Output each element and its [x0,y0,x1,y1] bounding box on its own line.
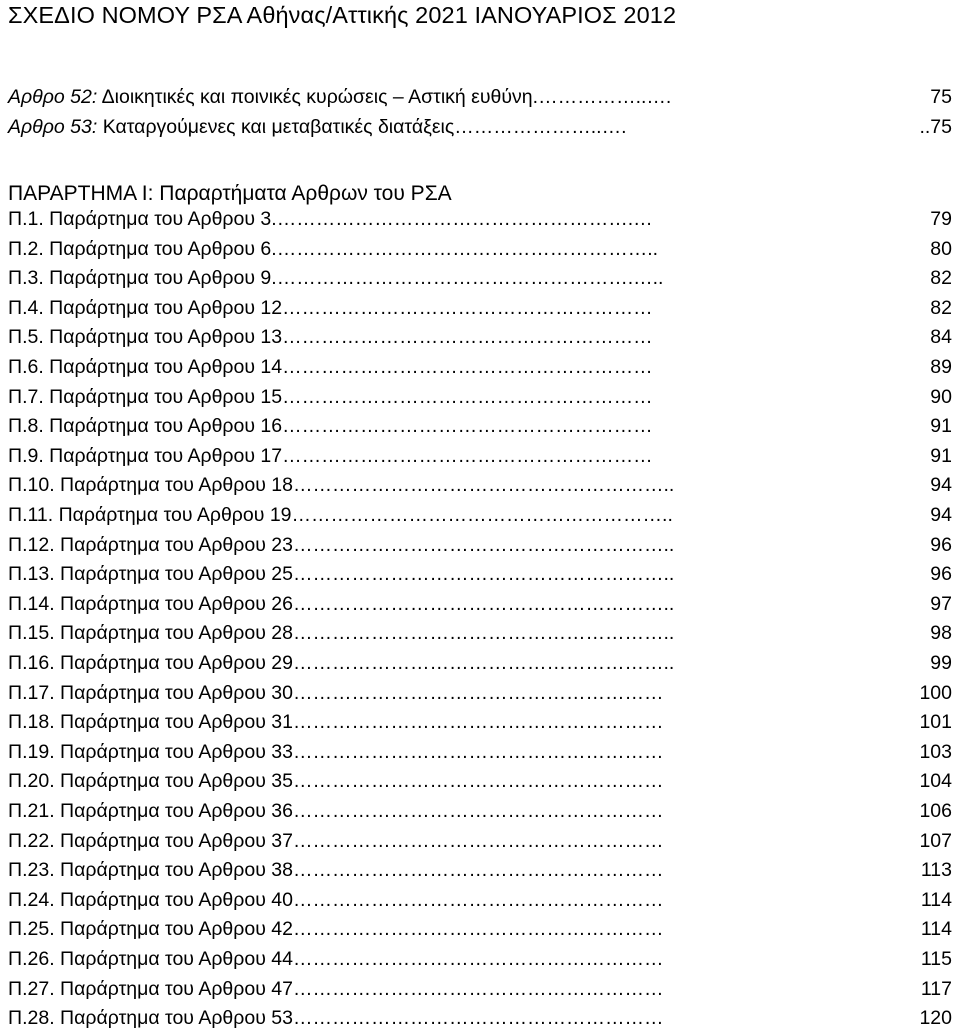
entry-label: Π.14. Παράρτημα του Αρθρου 26 [8,592,293,615]
dot-leader: ………………………………………………… [292,859,664,882]
dot-leader: ………………………………………………….. [276,237,659,260]
dot-leader: ………………………………………………… [292,770,664,793]
entry-label: Π.19. Παράρτημα του Αρθρου 33 [8,740,293,763]
entry-label: Π.13. Παράρτημα του Αρθρου 25 [8,563,293,586]
toc-entry[interactable] [8,918,952,946]
dot-leader: ………………………………………………….. [292,533,675,556]
entry-label: Π.10. Παράρτημα του Αρθρου 18 [8,474,293,497]
toc-article-line[interactable] [8,116,952,144]
toc-entry[interactable] [8,386,952,414]
page-number: 117 [920,977,952,1000]
toc-entry[interactable] [8,830,952,858]
dot-leader: ………………………………………………… [292,740,664,763]
dot-leader: ………………………………………………… [292,888,664,911]
entry-label: Π.18. Παράρτημα του Αρθρου 31 [8,711,293,734]
page-number: 90 [930,385,952,408]
toc-entry[interactable] [8,534,952,562]
dot-leader: ……………..…. [538,86,672,108]
toc-entry[interactable] [8,1007,952,1035]
dot-leader: ………………………………………………….. [292,622,675,645]
toc-entry[interactable] [8,622,952,650]
toc-entry[interactable] [8,682,952,710]
entry-label: Π.1. Παράρτημα του Αρθρου 3. [8,208,277,230]
toc-entry[interactable] [8,859,952,887]
page-number: 91 [930,415,952,438]
dot-leader: ………………………………………………… [282,415,653,438]
dot-leader: ………………………………………………… [282,444,653,467]
dot-leader: …………………..…. [454,116,627,138]
section-heading: ΠΑΡΑΡΤΗΜΑ Ι: Παραρτήματα Αρθρων του ΡΣΑ [8,182,452,205]
toc-entry[interactable] [8,445,952,473]
dot-leader: ………………………………………………… [292,829,664,852]
page-number: 94 [930,474,952,497]
page-number: 120 [919,1007,952,1030]
page-number: 114 [920,918,952,941]
toc-entry[interactable] [8,741,952,769]
entry-label: Π.2. Παράρτημα του Αρθρου 6. [8,237,277,260]
entry-label: Π.9. Παράρτημα του Αρθρου 17 [8,444,283,467]
dot-leader: ………………………………………………….. [292,652,675,674]
dot-leader: ………………………………………………….. [292,563,675,586]
toc-entry[interactable] [8,770,952,798]
toc-entry[interactable] [8,267,952,295]
page-number: 94 [930,504,952,526]
page-number: 106 [919,800,952,822]
entry-label: Π.22. Παράρτημα του Αρθρου 37 [8,829,293,852]
entry-label: Π.28. Παράρτημα του Αρθρου 53 [8,1007,293,1030]
page-number: 103 [919,740,952,763]
toc-entry[interactable] [8,593,952,621]
toc-entry[interactable] [8,415,952,443]
page-number: 82 [930,296,952,319]
page-number: 114 [920,888,952,911]
dot-leader: ………………………………………………… [282,326,653,349]
dot-leader: ……………………………………………….… [276,208,653,230]
entry-label: Π.8. Παράρτημα του Αρθρου 16 [8,415,283,438]
toc-entry[interactable] [8,474,952,502]
page-number: 115 [920,948,952,970]
page-number: 107 [919,829,952,852]
page-number: 96 [930,533,952,556]
toc-entry[interactable] [8,356,952,384]
entry-label: Π.17. Παράρτημα του Αρθρου 30 [8,681,293,704]
dot-leader: ………………………………………………… [292,977,664,1000]
dot-leader: ………………………………………………… [282,385,653,408]
toc-entry[interactable] [8,652,952,680]
dot-leader: ………………………………………………….. [291,504,673,526]
page-number: 84 [930,326,952,349]
entry-label: Π.24. Παράρτημα του Αρθρου 40 [8,888,293,911]
dot-leader: ………………………………………………… [292,800,664,822]
page-number: 104 [919,770,952,793]
toc-entry[interactable] [8,800,952,828]
toc-entry[interactable] [8,889,952,917]
toc-entry[interactable] [8,238,952,266]
entry-label: Π.12. Παράρτημα του Αρθρου 23 [8,533,293,556]
entry-label: Π.11. Παράρτημα του Αρθρου 19 [8,504,292,526]
page-number: 100 [919,681,952,704]
page-number: 82 [930,267,952,290]
article-title: Διοικητικές και ποινικές κυρώσεις – Αστική ευθύνη. [97,86,539,108]
entry-label: Π.5. Παράρτημα του Αρθρου 13 [8,326,283,349]
toc-article-line[interactable] [8,86,952,114]
entry-label: Π.4. Παράρτημα του Αρθρου 12 [8,296,283,319]
dot-leader: ………………………………………………… [282,296,653,319]
entry-label: Π.6. Παράρτημα του Αρθρου 14 [8,356,283,378]
entry-label: Π.25. Παράρτημα του Αρθρου 42 [8,918,293,941]
dot-leader: ………………………………………………… [292,681,664,704]
page-number: 89 [930,356,952,378]
entry-label: Π.20. Παράρτημα του Αρθρου 35 [8,770,293,793]
page-number: 97 [930,592,952,615]
page-number: 101 [919,711,952,734]
entry-label: Π.16. Παράρτημα του Αρθρου 29 [8,652,293,674]
page-number: 80 [930,237,952,260]
page-number: 99 [930,652,952,674]
page-number: 96 [930,563,952,586]
dot-leader: ………………………………………………….. [292,474,675,497]
page-number: 98 [930,622,952,645]
page-number: ..75 [919,116,952,138]
article-prefix: Αρθρο 53: [8,116,98,138]
page-number: 75 [930,86,952,108]
dot-leader: ………………………………………………… [292,1007,664,1030]
toc-entry[interactable] [8,948,952,976]
page-number: 79 [930,208,952,230]
entry-label: Π.3. Παράρτημα του Αρθρου 9. [8,267,277,290]
dot-leader: ………………………………………………… [292,711,664,734]
toc-entry[interactable] [8,208,952,236]
toc-entry[interactable] [8,563,952,591]
dot-leader: ………………………………………………… [292,918,664,941]
entry-label: Π.15. Παράρτημα του Αρθρου 28 [8,622,293,645]
toc-entry[interactable] [8,978,952,1006]
entry-label: Π.7. Παράρτημα του Αρθρου 15 [8,385,283,408]
toc-entry[interactable] [8,297,952,325]
toc-entry[interactable] [8,711,952,739]
article-title: Καταργούμενες και μεταβατικές διατάξεις [97,116,455,138]
toc-entry[interactable] [8,504,952,532]
entry-label: Π.26. Παράρτημα του Αρθρου 44 [8,948,293,970]
page-number: 113 [920,859,952,882]
dot-leader: ………………………………………………… [282,356,653,378]
document-header: ΣΧΕΔΙΟ ΝΟΜΟΥ ΡΣΑ Αθήνας/Αττικής 2021 ΙΑΝΟΥΑΡΙΟΣ 2012 [8,2,677,28]
page-number: 91 [930,444,952,467]
entry-label: Π.27. Παράρτημα του Αρθρου 47 [8,977,293,1000]
entry-label: Π.21. Παράρτημα του Αρθρου 36 [8,800,293,822]
toc-entry[interactable] [8,326,952,354]
article-prefix: Αρθρο 52: [8,86,98,108]
dot-leader: ……………………………………………….….. [276,267,664,290]
dot-leader: ………………………………………………….. [292,592,675,615]
dot-leader: ………………………………………………… [292,948,664,970]
entry-label: Π.23. Παράρτημα του Αρθρου 38 [8,859,293,882]
